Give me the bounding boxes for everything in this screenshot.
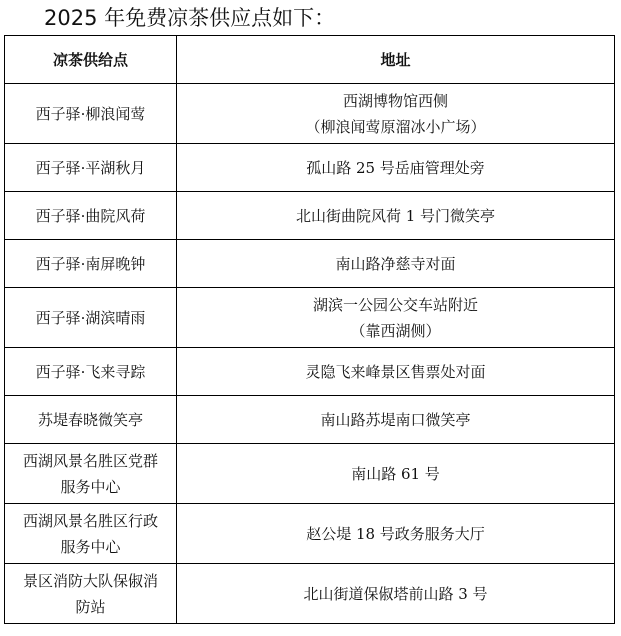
supply-point-cell-line: 西子驿·平湖秋月	[35, 158, 146, 177]
supply-point-cell-line: 景区消防大队保俶消	[22, 571, 158, 590]
address-cell	[177, 504, 615, 564]
supply-point-table	[4, 35, 615, 624]
address-cell	[177, 288, 615, 348]
supply-point-cell	[5, 288, 177, 348]
supply-point-cell-line: 服务中心	[60, 477, 121, 496]
supply-point-cell-line: 服务中心	[60, 537, 121, 556]
table-row	[5, 564, 615, 624]
address-cell	[177, 564, 615, 624]
supply-point-cell-line: 西子驿·飞来寻踪	[35, 362, 146, 381]
address-cell-line: 西湖博物馆西侧	[342, 91, 448, 110]
supply-point-cell-line: 西子驿·南屏晚钟	[35, 254, 146, 273]
address-cell	[177, 144, 615, 192]
address-cell-line: （柳浪闻莺原溜冰小广场）	[305, 117, 486, 136]
supply-point-cell	[5, 240, 177, 288]
address-cell	[177, 396, 615, 444]
header-supply-point: 凉茶供给点	[5, 36, 177, 84]
supply-point-cell-line: 苏堤春晓微笑亭	[37, 410, 143, 429]
address-cell-line: 南山路苏堤南口微笑亭	[320, 410, 471, 429]
supply-point-cell	[5, 504, 177, 564]
table-row	[5, 444, 615, 504]
supply-point-cell-line: 西子驿·曲院风荷	[35, 206, 146, 225]
supply-point-cell	[5, 396, 177, 444]
table-row	[5, 348, 615, 396]
address-cell-line: （靠西湖侧）	[350, 321, 441, 340]
address-cell	[177, 240, 615, 288]
address-cell-line: 孤山路 25 号岳庙管理处旁	[306, 158, 485, 177]
address-cell-line: 灵隐飞来峰景区售票处对面	[305, 362, 486, 381]
address-cell	[177, 348, 615, 396]
address-cell	[177, 444, 615, 504]
supply-point-cell	[5, 348, 177, 396]
supply-point-cell-line: 防站	[75, 597, 106, 616]
supply-point-cell	[5, 144, 177, 192]
table-row	[5, 396, 615, 444]
table-row	[5, 240, 615, 288]
supply-point-cell	[5, 444, 177, 504]
address-cell-line: 赵公堤 18 号政务服务大厅	[306, 524, 485, 543]
supply-point-cell	[5, 192, 177, 240]
supply-point-cell-line: 西湖风景名胜区行政	[22, 511, 158, 530]
header-address: 地址	[177, 36, 615, 84]
table-row	[5, 84, 615, 144]
address-cell-line: 南山路净慈寺对面	[335, 254, 456, 273]
supply-point-cell-line: 西子驿·柳浪闻莺	[35, 104, 146, 123]
page-heading: 2025 年免费凉茶供应点如下：	[44, 6, 336, 30]
supply-point-cell-line: 西子驿·湖滨晴雨	[35, 308, 146, 327]
table-row	[5, 504, 615, 564]
table-row	[5, 192, 615, 240]
address-cell-line: 北山街曲院风荷 1 号门微笑亭	[295, 206, 496, 225]
table-row	[5, 144, 615, 192]
address-cell	[177, 84, 615, 144]
address-cell-line: 南山路 61 号	[351, 464, 440, 483]
table-header-row	[5, 36, 615, 84]
supply-point-cell	[5, 564, 177, 624]
address-cell	[177, 192, 615, 240]
address-cell-line: 湖滨一公园公交车站附近	[312, 295, 478, 314]
address-cell-line: 北山街道保俶塔前山路 3 号	[303, 584, 488, 603]
supply-point-cell-line: 西湖风景名胜区党群	[22, 451, 158, 470]
table-row	[5, 288, 615, 348]
supply-point-cell	[5, 84, 177, 144]
